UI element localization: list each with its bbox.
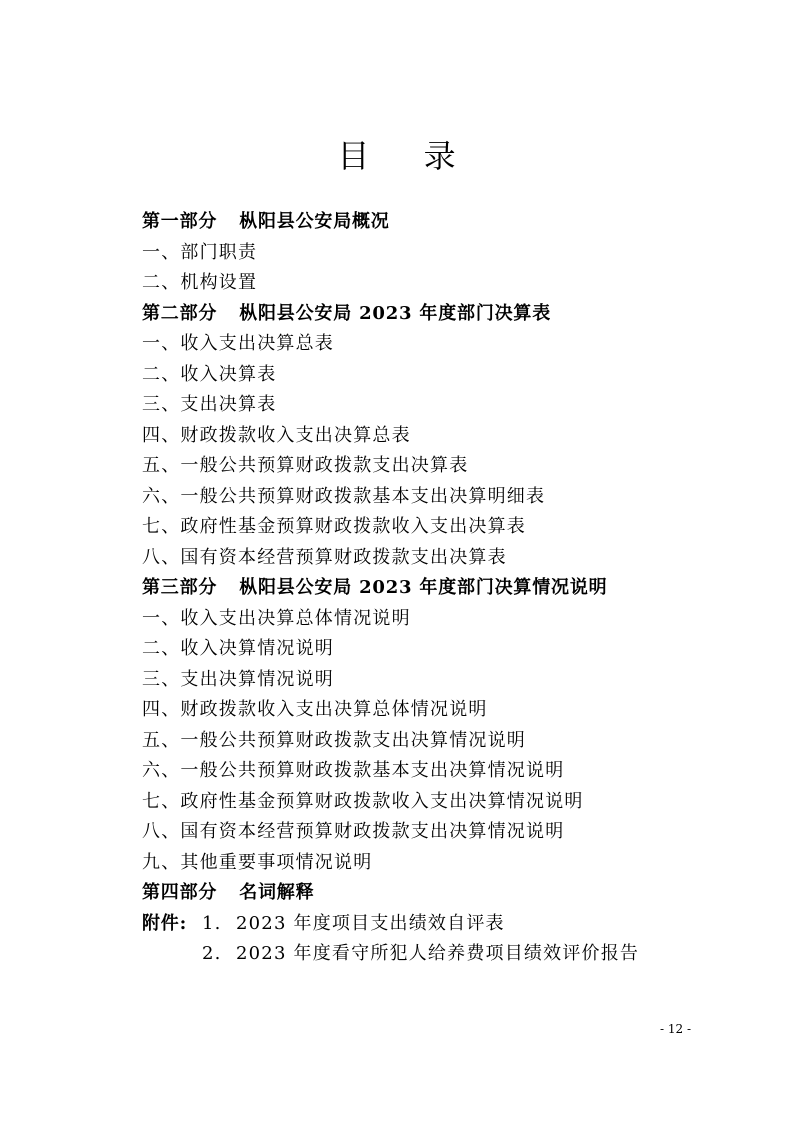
part-1-heading: [142, 207, 742, 238]
part-2-title: 枞阳县公安局 2023 年度部门决算表: [239, 302, 552, 324]
toc-item: 一、部门职责: [142, 241, 258, 263]
toc-item: 二、收入决算情况说明: [142, 638, 334, 659]
toc-item: 二、收入决算表: [142, 363, 277, 385]
part-4-number: 第四部分: [142, 882, 218, 903]
toc-item: 八、国有资本经营预算财政拨款支出决算情况说明: [142, 821, 565, 842]
toc-item: 四、财政拨款收入支出决算总体情况说明: [142, 699, 488, 720]
toc-item: 五、一般公共预算财政拨款支出决算表: [142, 455, 469, 476]
attachment-title: 2023 年度项目支出绩效自评表: [236, 912, 505, 934]
attachment-row-2: [142, 939, 742, 970]
table-of-contents: [142, 207, 742, 970]
attachment-title: 2023 年度看守所犯人给养费项目绩效评价报告: [236, 943, 640, 964]
toc-item: 六、一般公共预算财政拨款基本支出决算情况说明: [142, 760, 565, 781]
part-1-title: 枞阳县公安局概况: [239, 211, 390, 232]
toc-item: 六、一般公共预算财政拨款基本支出决算明细表: [142, 485, 546, 507]
toc-item: 五、一般公共预算财政拨款支出决算情况说明: [142, 729, 526, 751]
toc-item: 一、收入支出决算总表: [142, 333, 334, 354]
page-title: 目 录: [337, 137, 478, 175]
attachment-number: 1.: [202, 912, 222, 934]
part-3-title: 枞阳县公安局 2023 年度部门决算情况说明: [239, 577, 608, 598]
part-4-title: 名词解释: [239, 882, 315, 903]
part-3-number: 第三部分: [142, 577, 218, 598]
part-3-heading: [142, 573, 742, 604]
part-1-number: 第一部分: [142, 211, 218, 232]
toc-item: 七、政府性基金预算财政拨款收入支出决算情况说明: [142, 790, 584, 812]
toc-item: 一、收入支出决算总体情况说明: [142, 607, 411, 629]
part-2-heading: [142, 299, 742, 330]
attachment-number: 2.: [202, 943, 222, 964]
page-number: - 12 -: [660, 1022, 692, 1036]
part-4-heading: [142, 878, 742, 909]
part-2-number: 第二部分: [142, 302, 218, 324]
attachment-label: 附件:: [142, 912, 188, 934]
toc-item: 八、国有资本经营预算财政拨款支出决算表: [142, 546, 507, 568]
attachment-row-1: [142, 909, 742, 940]
toc-item: 四、财政拨款收入支出决算总表: [142, 424, 411, 446]
toc-item: 七、政府性基金预算财政拨款收入支出决算表: [142, 516, 526, 537]
toc-item: 三、支出决算表: [142, 394, 277, 415]
toc-item: 九、其他重要事项情况说明: [142, 851, 373, 873]
toc-item: 二、机构设置: [142, 272, 258, 293]
toc-item: 三、支出决算情况说明: [142, 668, 334, 690]
